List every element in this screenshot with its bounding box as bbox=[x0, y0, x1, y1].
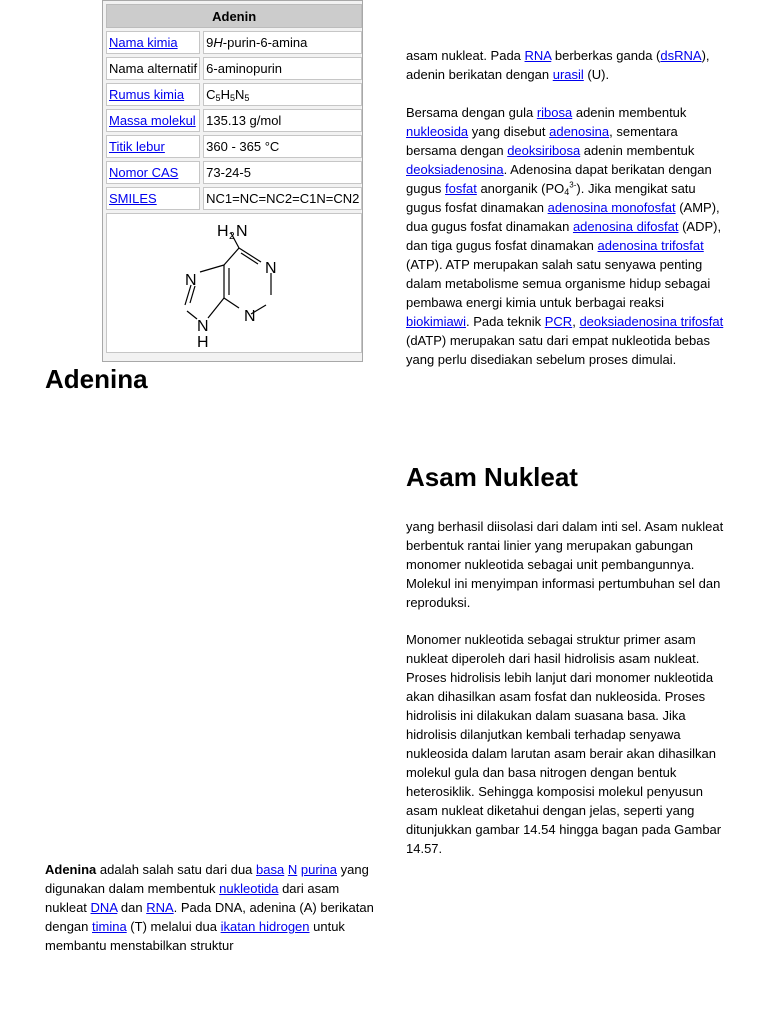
link-nama-kimia[interactable]: Nama kimia bbox=[109, 35, 178, 50]
link-nukleosida[interactable]: nukleosida bbox=[406, 124, 469, 139]
link-deoksiadenosina[interactable]: deoksiadenosina bbox=[406, 162, 504, 177]
link-timina[interactable]: timina bbox=[92, 919, 127, 934]
link-deoksiadenosina-trifosfat[interactable]: deoksiadenosina trifosfat bbox=[579, 314, 724, 329]
infobox-value-massa-molekul: 135.13 g/mol bbox=[203, 109, 362, 132]
infobox-value-rumus-kimia: $C_5H_5N_5$ bbox=[203, 83, 362, 106]
label-nh2-h: H bbox=[217, 222, 229, 240]
link-ikatan-hidrogen[interactable]: ikatan hidrogen bbox=[220, 919, 310, 934]
link-titik-lebur[interactable]: Titik lebur bbox=[109, 139, 165, 154]
label-n3: N bbox=[244, 307, 256, 325]
link-massa-molekul[interactable]: Massa molekul bbox=[109, 113, 196, 128]
heading-asam-nukleat: Asam Nukleat bbox=[406, 462, 578, 492]
infobox-value-nomor-cas: 73-24-5 bbox=[203, 161, 362, 184]
link-smiles[interactable]: SMILES bbox=[109, 191, 157, 206]
infobox bbox=[102, 0, 363, 362]
link-adenosina-monofosfat[interactable]: adenosina monofosfat bbox=[547, 200, 676, 215]
link-rumus-kimia[interactable]: Rumus kimia bbox=[109, 87, 185, 102]
label-n7: N bbox=[185, 271, 197, 289]
link-rna[interactable]: RNA bbox=[524, 48, 552, 63]
label-h9: H bbox=[197, 333, 209, 349]
infobox-value-smiles: NC1=NC=NC2=C1N=CN2 bbox=[203, 187, 362, 210]
infobox-value-nama-kimia: 9H-purin-6-amina bbox=[203, 31, 362, 54]
link-purina[interactable]: purina bbox=[300, 862, 338, 877]
link-fosfat[interactable]: fosfat bbox=[445, 181, 477, 196]
infobox-row bbox=[106, 135, 362, 158]
link-adenosina-difosfat[interactable]: adenosina difosfat bbox=[572, 219, 679, 234]
infobox-value-titik-lebur: 360 - 365 °C bbox=[203, 135, 362, 158]
paragraph-hidrolisis: Monomer nukleotida sebagai struktur primer asam nukleat diperoleh dari hasil hidrolisis asam nukleat. Proses hidrolisis lebih lanjut dari monomer nukleotida akan dihasilkan asam fosfat dan nukleosida. Proses hidrolisis ini dilakukan dalam suasana basa. Jika hidrolisis dilanjutkan kembali terhadap senyawa nukleosida dalam larutan asam berair akan dihasilkan molekul gula dan basa nitrogen dengan bentuk heterosiklik. Sehingga komposisi molekul penyusun asam nukleat diketahui dengan jelas, seperti yang ditunjukkan gambar 14.54 hingga bagan pada Gambar 14.57. bbox=[406, 632, 722, 856]
infobox-row bbox=[106, 187, 362, 210]
link-dna[interactable]: DNA bbox=[90, 900, 118, 915]
paragraph-rna-adenin: asam nukleat. Pada RNA berberkas ganda (dsRNA), adenin berikatan dengan urasil (U). bbox=[406, 48, 710, 82]
label-n9: N bbox=[197, 317, 209, 335]
label-nh2-n: N bbox=[236, 222, 248, 240]
label-nh2-sub: 2 bbox=[229, 230, 235, 242]
label-n1: N bbox=[265, 259, 277, 277]
paragraph-asam-nukleat-intro: yang berhasil diisolasi dari dalam inti sel. Asam nukleat berbentuk rantai linier yang merupakan gabungan monomer nukleotida sebagai unit pembangunnya. Molekul ini menyimpan informasi pertumbuhan sel dan reproduksi. bbox=[406, 519, 724, 610]
link-nukleotida[interactable]: nukleotida bbox=[219, 881, 279, 896]
infobox-row bbox=[106, 31, 362, 54]
link-basa[interactable]: basa bbox=[256, 862, 285, 877]
infobox-value-nama-alternatif: 6-aminopurin bbox=[203, 57, 362, 80]
paragraph-adenosina: Bersama dengan gula ribosa adenin membentuk nukleosida yang disebut adenosina, sementara bersama dengan deoksiribosa adenin membentuk deoksiadenosina. Adenosina dapat berikatan dengan gugus fosfat anorganik $(PO_4^{3-})$. Jika mengikat satu gugus fosfat dinamakan adenosina monofosfat (AMP), dua gugus fosfat dinamakan adenosina difosfat (ADP), dan tiga gugus fosfat dinamakan adenosina trifosfat (ATP). ATP merupakan salah satu senyawa penting dalam metabolisme semua organisme hidup sebagai pembawa energi kimia untuk berbagai reaksi biokimiawi. Pada teknik PCR, deoksiadenosina trifosfat (dATP) merupakan satu dari empat nukleotida bebas yang perlu disediakan sebelum proses dimulai. bbox=[406, 105, 724, 367]
link-dsrna[interactable]: dsRNA bbox=[660, 48, 702, 63]
link-nomor-cas[interactable]: Nomor CAS bbox=[109, 165, 179, 180]
link-pcr[interactable]: PCR bbox=[544, 314, 573, 329]
infobox-table bbox=[103, 1, 365, 356]
link-n[interactable]: N bbox=[287, 862, 298, 877]
link-biokimiawi[interactable]: biokimiawi bbox=[406, 314, 466, 329]
link-adenosina-trifosfat[interactable]: adenosina trifosfat bbox=[597, 238, 704, 253]
infobox-row bbox=[106, 57, 362, 80]
infobox-row bbox=[106, 109, 362, 132]
adenine-structure-diagram bbox=[169, 215, 299, 349]
link-urasil[interactable]: urasil bbox=[552, 67, 584, 82]
infobox-row bbox=[106, 83, 362, 106]
link-rna-2[interactable]: RNA bbox=[146, 900, 174, 915]
infobox-row bbox=[106, 161, 362, 184]
link-ribosa[interactable]: ribosa bbox=[536, 105, 573, 120]
heading-adenina: Adenina bbox=[45, 364, 148, 394]
link-deoksiribosa[interactable]: deoksiribosa bbox=[507, 143, 581, 158]
infobox-key-nama-alternatif: Nama alternatif bbox=[106, 57, 200, 80]
paragraph-adenina-definition: Adenina adalah salah satu dari dua basa N purina yang digunakan dalam membentuk nukleotida dari asam nukleat DNA dan RNA. Pada DNA, adenina (A) berikatan dengan timina (T) melalui dua ikatan hidrogen untuk membantu menstabilkan struktur bbox=[45, 862, 374, 953]
adenine-structure bbox=[106, 213, 362, 353]
link-adenosina[interactable]: adenosina bbox=[549, 124, 610, 139]
infobox-title: Adenin bbox=[106, 4, 362, 28]
